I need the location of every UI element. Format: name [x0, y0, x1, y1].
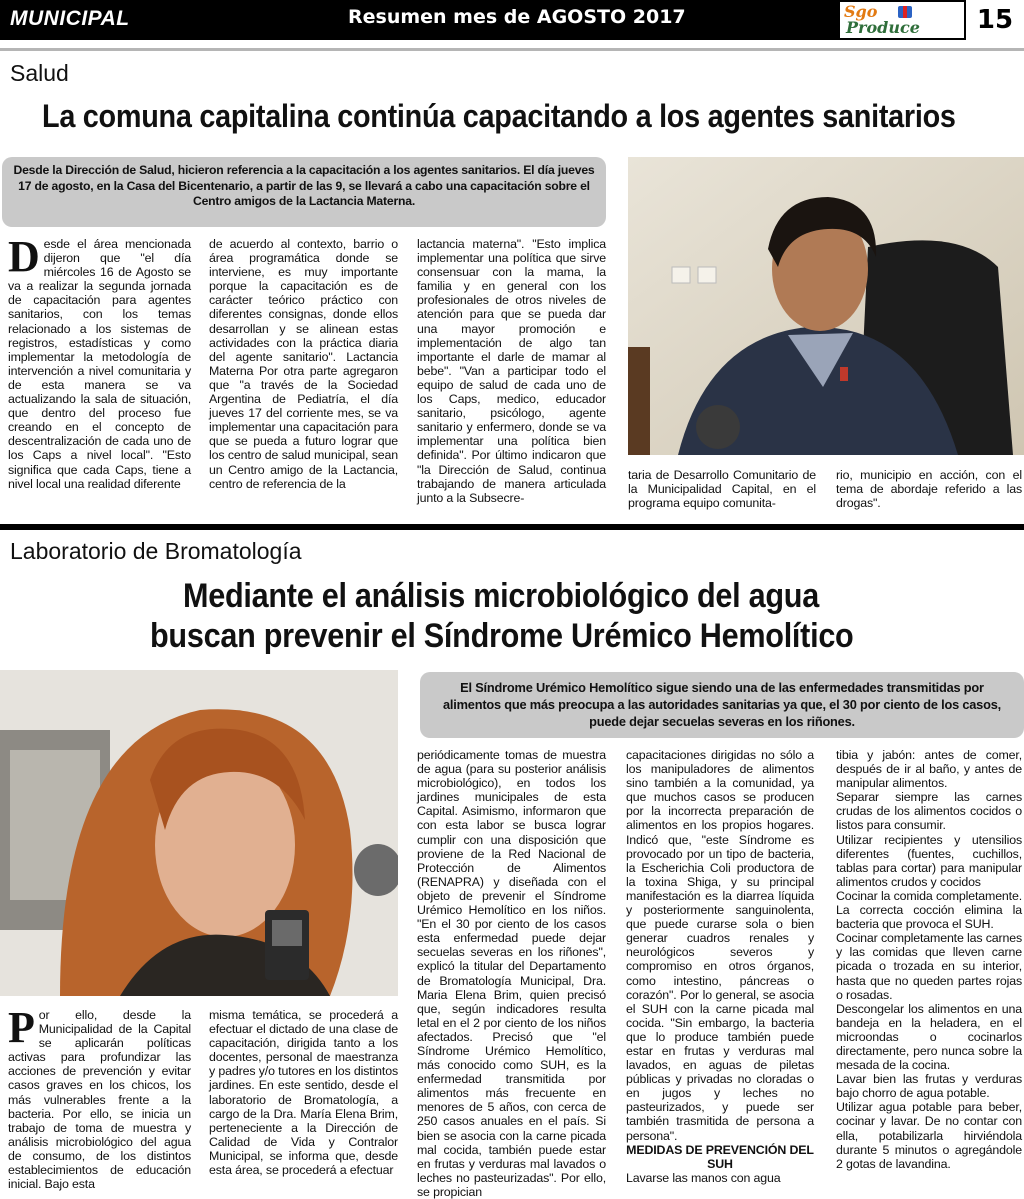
article1-column-5: rio, municipio en acción, con el tema de abordaje referido a las drogas". — [836, 468, 1022, 511]
woman-portrait-photo — [0, 670, 398, 996]
prevention-item: tibia y jabón: antes de comer, después de ir al baño, y antes de manipular alimentos. — [836, 748, 1022, 791]
article2-headline-line2: buscan prevenir el Síndrome Urémico Hemolítico — [150, 617, 854, 655]
prevention-item: Utilizar recipientes y utensilios diferentes (fuentes, cuchillos, tablas para cortar) para manipular alimentos crudos y cocidos — [836, 832, 1022, 889]
article2-col1-text: or ello, desde la Municipalidad de la Capital se aplicarán políticas activas para profundizar las acciones de prevención y evitar casos graves en los chicos, los más vulnerables frente a la bacteria. Por ello, se inicia un trabajo de toma de muestra y análisis microbiológico del agua de consumo, de los distintos establecimientos de educación inicial. Bajo esta — [8, 1008, 191, 1192]
article2-headline-line1: Mediante el análisis microbiológico del agua — [183, 577, 819, 615]
man-portrait-photo — [628, 157, 1024, 455]
page-number: 15 — [966, 0, 1024, 40]
article1-dropcap: D — [8, 232, 40, 281]
article2-lead: El Síndrome Urémico Hemolítico sigue siendo una de las enfermedades transmitidas por alimentos que más preocupa a las autoridades sanitarias ya que, el 30 por ciento de los casos, puede dejar secuelas severas en los riñones. — [420, 672, 1024, 738]
prevention-item: Lavar bien las frutas y verduras bajo chorro de agua potable. — [836, 1072, 1022, 1101]
logo-text-bottom: Produce — [846, 18, 920, 37]
article2-kicker: Laboratorio de Bromatología — [10, 538, 302, 564]
prevention-item: Utilizar agua potable para beber, cocinar y lavar. De no contar con ella, potabilizarla hirviéndola durante 5 minutos o agregándole 2 gotas de lavandina. — [836, 1100, 1022, 1171]
article1-headline: La comuna capitalina continúa capacitando a los agentes sanitarios — [42, 98, 956, 134]
article1-column-3: lactancia materna". "Esto implica implementar una política que sirve consensuar con la mama, la familia y en general con los profesionales de otros niveles de atención para que se pueda dar una mayor promoción e implementación de algo tan importante el darle de mamar al bebe". "Van a participar todo el equipo de salud de cada uno de los Caps, medico, educador sanitario, psicólogo, agente sanitario y enfermero, donde se va implementar una política bien definida". Por último indicaron que "la Dirección de Salud, continua trabajando de manera articulada junto a la Subsecre- — [417, 237, 606, 505]
prevention-item: Descongelar los alimentos en una bandeja en la heladera, en el microondas o cocinarlos directamente, pero nunca sobre la mesada de la cocina. — [836, 1001, 1022, 1073]
article1-column-2: de acuerdo al contexto, barrio o área programática donde se interviene, es muy importante porque la capacitación es de carácter teórico práctico con diferentes consignas, donde ellos desarrollan y se alinean estas actividades con la práctica diaria del agente sanitario". Lactancia Materna Por otra parte agregaron que "a través de la Sociedad Argentina de Pediatría, el día jueves 17 del corriente mes, se va implementar una capacitación para que se pueda a futuro lograr que los centro de salud municipal, sean un Centro amigo de la Lactancia, centro de referencia de la — [209, 237, 398, 491]
flag-icon — [898, 6, 912, 18]
article2-column-3: periódicamente tomas de muestra de agua (para su posterior análisis microbiológico), en todos los jardines municipales de esta Capital. Asimismo, informaron que con esta labor se busca lograr cumplir con una disposición que proviene de la Red Nacional de Protección de Alimentos (RENAPRA) y diseñada con el objeto de prevenir el Síndrome Urémico Hemolítico en los niños. "En el 30 por ciento de los casos esta enfermedad puede dejar secuelas severas en los riñones", explicó la titular del Departamento de Bromatología Municipal, Dra. Maria Elena Brim, quien precisó que, según indicadores resulta letal en el 2 por ciento de los niños afectados. Precisó que "el Síndrome Urémico Hemolítico, más conocido como SUH, es la enfermedad transmitida por alimentos más frecuente en menores de 5 años, con cerca de 250 casos anuales en el país. Si bien se asocia con la carne picada mal cocida, también puede estar en frutas y verduras mal lavados o leches no pasteurizadas". Por ello, se propician — [417, 748, 606, 1199]
prevention-item: Separar siempre las carnes crudas de los alimentos cocidos o listos para consumir. — [836, 790, 1022, 833]
article2-dropcap: P — [8, 1003, 35, 1052]
logo-text-top: Sgo — [844, 2, 878, 21]
section-title: MUNICIPAL — [10, 7, 130, 30]
prevention-subheading: MEDIDAS DE PREVENCIÓN DEL SUH — [626, 1142, 814, 1171]
page-header — [0, 0, 1024, 40]
article2-col4-after: Lavarse las manos con agua — [626, 1170, 781, 1185]
section-divider — [0, 524, 1024, 530]
issue-title: Resumen mes de AGOSTO 2017 — [348, 6, 686, 28]
article1-col1-text: esde el área mencionada dijeron que "el día miércoles 16 de Agosto se va a realizar la segunda jornada de capacitación para agentes sanitarios, con los temas relacionado a los sistemas de registros, estadísticas y como implementar la metodología de intervención a nivel comunitaria y de esta manera se va actualizando la sala de situación, que dentro del proceso fue creando en el concepto de descentralización de cada uno de los Caps a nivel local". "Esto significa que cada Caps, tiene a nivel local una realidad diferente — [8, 237, 191, 491]
article1-kicker: Salud — [10, 60, 69, 86]
prevention-item: Cocinar la comida completamente. La correcta cocción elimina la bacteria que provoca el SUH. — [836, 888, 1022, 932]
prevention-item: Cocinar completamente las carnes y las comidas que lleven carne picada o trozada en su interior, hasta que no queden partes rojas o rosadas. — [836, 931, 1022, 1002]
article2-col4-text: capacitaciones dirigidas no sólo a los manipuladores de alimentos sino también a la comunidad, ya que muchos casos se producen por la incorrecta preparación de alimentos en los propios hogares. Indicó que, "este Síndrome es provocado por un tipo de bacteria, la Escherichia Coli productora de la toxina Shiga, y su principal manifestación es la diarrea líquida y posteriormente sanguinolenta, que puede curarse sola o bien generar cuadros renales y neurológicos severos y compromiso en otros órganos, como intestino, páncreas o corazón". Por lo general, se asocia el SUH con la carne picada mal cocida. "Sin embargo, la bacteria que lo produce también puede estar en frutas y verduras mal lavados, en aguas de piletas públicas y privadas no cloradas o en jugos y leches no pasteurizados, y puede ser también trasmitida de persona a persona". — [626, 748, 814, 1143]
article2-column-5 — [836, 748, 1022, 1183]
article2-column-1 — [8, 1003, 191, 1192]
article1-lead: Desde la Dirección de Salud, hicieron referencia a la capacitación a los agentes sanitarios. El día jueves 17 de agosto, en la Casa del Bicentenario, a partir de las 9, se llevará a cabo una capacitación sobre el Centro amigos de la Lactancia Materna. — [2, 157, 606, 227]
article1-column-1 — [8, 232, 191, 517]
article1-column-4: taria de Desarrollo Comunitario de la Municipalidad Capital, en el programa equipo comunita- — [628, 468, 816, 511]
article2-column-2: misma temática, se procederá a efectuar el dictado de una clase de capacitación, dirigida tanto a los docentes, personal de maestranza y padres y/o tutores en los distintos jardines. En este sentido, desde el laboratorio de Bromatología, a cargo de la Dra. María Elena Brim, perteneciente a la Dirección de Calidad de Vida y Contralor Municipal, se informa que, desde esta área, se procederá a efectuar — [209, 1008, 398, 1178]
header-divider — [0, 48, 1024, 51]
article2-column-4 — [626, 748, 814, 1183]
sgo-produce-logo — [840, 2, 964, 38]
